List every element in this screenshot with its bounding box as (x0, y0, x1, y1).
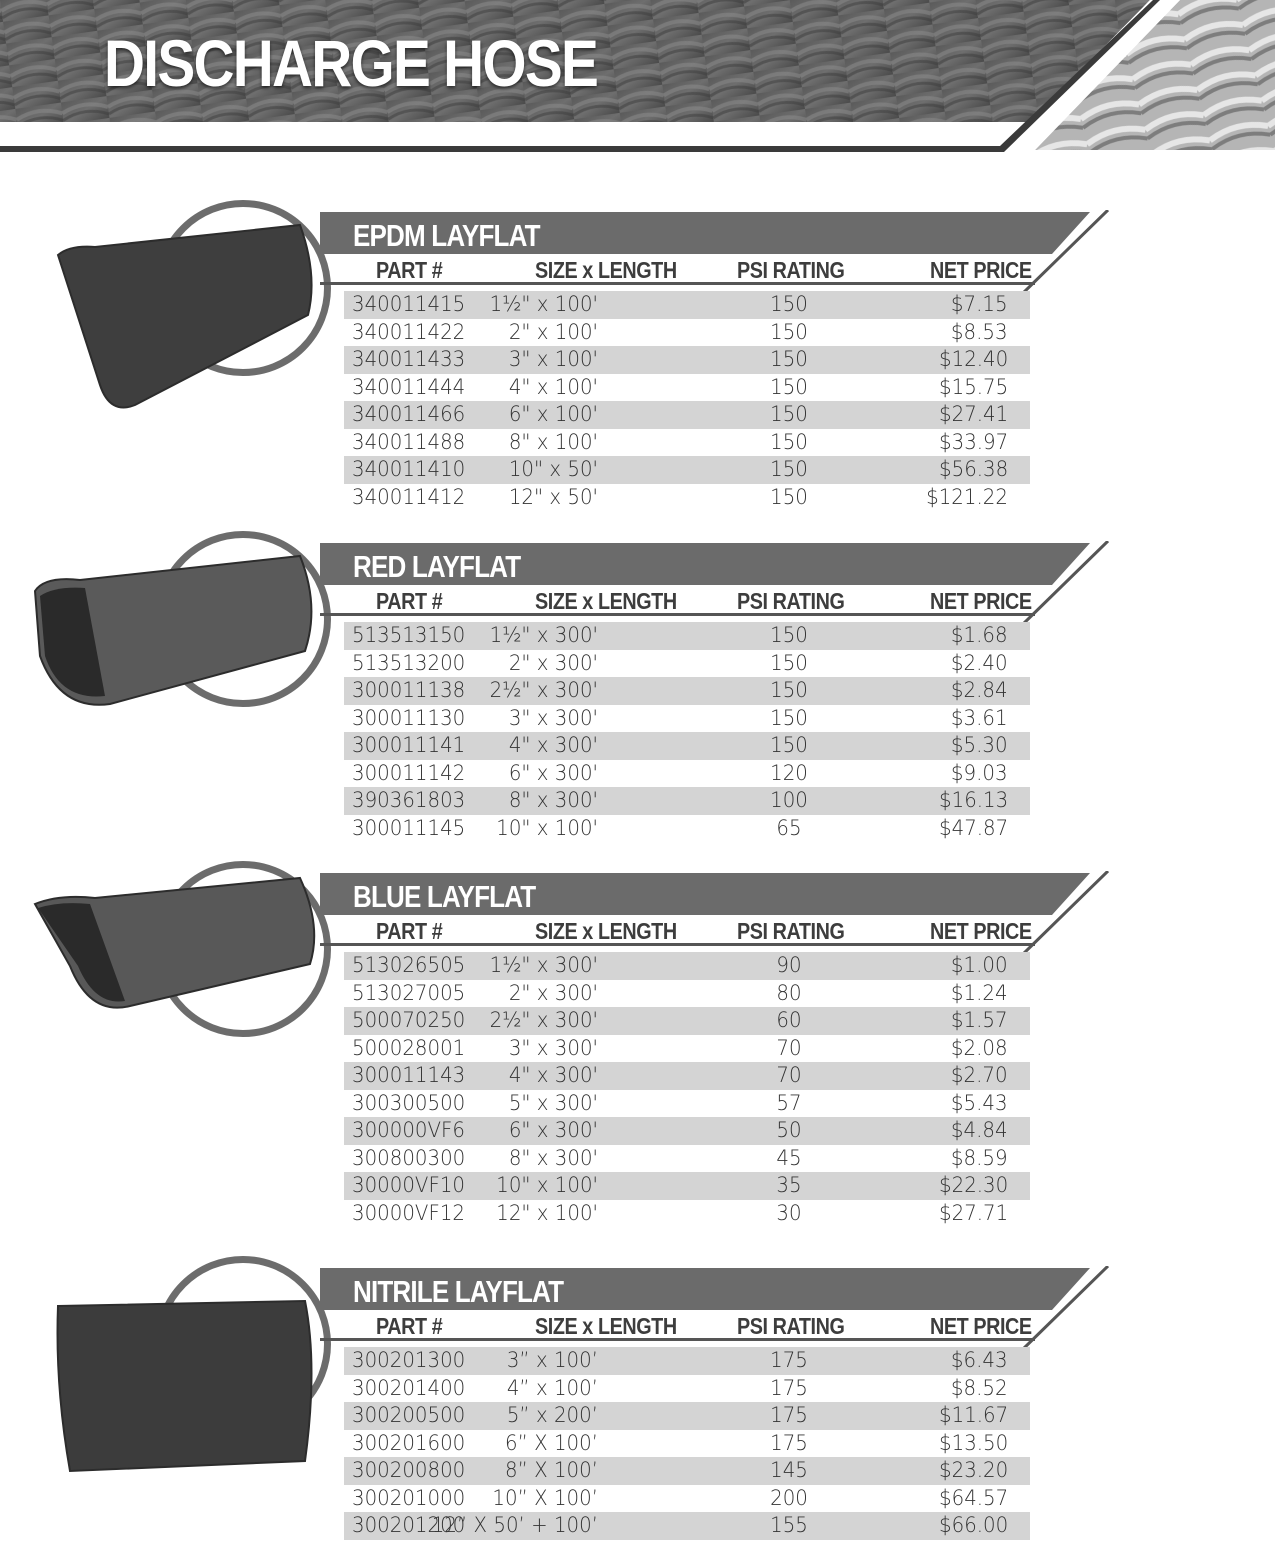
size-length: 3" x 300' (508, 705, 599, 731)
net-price: $2.08 (951, 1035, 1008, 1061)
psi-rating: 150 (770, 402, 808, 427)
net-price: $22.30 (938, 1173, 1008, 1198)
part-number: 300201200 (352, 1513, 466, 1538)
section-title: RED LAYFLAT (353, 549, 521, 584)
net-price: $1.57 (951, 1008, 1008, 1033)
size-length: 3" x 100' (508, 347, 599, 372)
part-number: 500028001 (352, 1035, 466, 1061)
table-row (344, 1007, 1030, 1035)
column-header-price: NET PRICE (930, 588, 1032, 614)
size-length: 12" x 50' (508, 484, 599, 510)
net-price: $11.67 (938, 1403, 1008, 1428)
net-price: $15.75 (938, 374, 1008, 400)
psi-rating: 120 (770, 760, 808, 786)
section-title: EPDM LAYFLAT (353, 218, 540, 253)
psi-rating: 35 (776, 1173, 802, 1198)
section-title: NITRILE LAYFLAT (353, 1274, 564, 1309)
size-length: 8” X 100’ (504, 1458, 598, 1483)
psi-rating: 150 (770, 292, 808, 317)
table-row (344, 622, 1030, 650)
table-row (344, 401, 1030, 429)
table-row (344, 429, 1030, 457)
net-price: $2.40 (951, 650, 1008, 676)
nitrile-hose-image (0, 1256, 330, 1486)
part-number: 340011422 (352, 319, 466, 345)
table-row (344, 1090, 1030, 1118)
size-length: 2" x 300' (508, 650, 599, 676)
table-row (344, 1402, 1030, 1430)
column-header-size: SIZE x LENGTH (535, 588, 677, 614)
psi-rating: 80 (776, 980, 802, 1006)
part-number: 340011488 (352, 429, 466, 455)
size-length: 2½" x 300' (489, 1008, 598, 1033)
epdm-hose-image (0, 205, 330, 435)
table-row (344, 1062, 1030, 1090)
table-row (344, 1430, 1030, 1458)
red-hose-image (0, 536, 330, 766)
table-row (344, 677, 1030, 705)
net-price: $12.40 (938, 347, 1008, 372)
price-table (344, 622, 1030, 842)
table-row (344, 319, 1030, 347)
net-price: $27.41 (938, 402, 1008, 427)
net-price: $23.20 (938, 1458, 1008, 1483)
part-number: 300200500 (352, 1403, 466, 1428)
net-price: $66.00 (938, 1513, 1008, 1538)
size-length: 4" x 300' (508, 1063, 599, 1088)
net-price: $8.52 (951, 1375, 1008, 1401)
net-price: $5.43 (951, 1090, 1008, 1116)
psi-rating: 150 (770, 678, 808, 703)
part-number: 513027005 (352, 980, 466, 1006)
column-header-part: PART # (376, 918, 443, 944)
header-banner (0, 0, 1275, 160)
table-row (344, 346, 1030, 374)
psi-rating: 150 (770, 484, 808, 510)
part-number: 300201000 (352, 1485, 466, 1511)
size-length: 6" x 300' (508, 1118, 599, 1143)
net-price: $3.61 (951, 705, 1008, 731)
psi-rating: 30 (776, 1200, 802, 1226)
part-number: 300300500 (352, 1090, 466, 1116)
section-nitrile (0, 1266, 1275, 1549)
net-price: $9.03 (951, 760, 1008, 786)
column-header-size: SIZE x LENGTH (535, 1313, 677, 1339)
net-price: $1.68 (951, 623, 1008, 648)
part-number: 513513150 (352, 623, 466, 648)
size-length: 2" x 100' (508, 319, 599, 345)
part-number: 300800300 (352, 1145, 466, 1171)
psi-rating: 150 (770, 374, 808, 400)
size-length: 8" x 100' (508, 429, 599, 455)
part-number: 300201300 (352, 1348, 466, 1373)
psi-rating: 45 (776, 1145, 802, 1171)
part-number: 300200800 (352, 1458, 466, 1483)
psi-rating: 70 (776, 1035, 802, 1061)
net-price: $6.43 (951, 1348, 1008, 1373)
column-header-size: SIZE x LENGTH (535, 257, 677, 283)
net-price: $8.53 (951, 319, 1008, 345)
column-headers (320, 586, 1035, 616)
table-row (344, 952, 1030, 980)
column-headers (320, 1311, 1035, 1341)
section-blue (0, 871, 1275, 1236)
size-length: 6" x 300' (508, 760, 599, 786)
net-price: $56.38 (938, 457, 1008, 482)
psi-rating: 175 (770, 1375, 808, 1401)
part-number: 513513200 (352, 650, 466, 676)
table-row (344, 374, 1030, 402)
net-price: $2.84 (951, 678, 1008, 703)
size-length: 12" x 100' (496, 1200, 598, 1226)
size-length: 3” x 100’ (506, 1348, 598, 1373)
size-length: 4" x 100' (508, 374, 599, 400)
column-header-price: NET PRICE (930, 257, 1032, 283)
size-length: 2" x 300' (508, 980, 599, 1006)
net-price: $121.22 (926, 484, 1008, 510)
psi-rating: 150 (770, 319, 808, 345)
size-length: 8" x 300' (508, 1145, 599, 1171)
part-number: 500070250 (352, 1008, 466, 1033)
page-title: DISCHARGE HOSE (104, 26, 598, 100)
column-header-psi: PSI RATING (737, 1313, 845, 1339)
column-header-psi: PSI RATING (737, 588, 845, 614)
price-table (344, 1347, 1030, 1540)
column-header-part: PART # (376, 1313, 443, 1339)
part-number: 340011410 (352, 457, 466, 482)
table-row (344, 760, 1030, 788)
part-number: 300011145 (352, 815, 466, 841)
psi-rating: 175 (770, 1430, 808, 1456)
table-row (344, 1200, 1030, 1228)
section-red (0, 541, 1275, 851)
table-row (344, 291, 1030, 319)
table-row (344, 1035, 1030, 1063)
column-headers (320, 255, 1035, 285)
psi-rating: 150 (770, 650, 808, 676)
part-number: 340011444 (352, 374, 466, 400)
size-length: 10" x 100' (496, 1173, 598, 1198)
table-row (344, 732, 1030, 760)
net-price: $27.71 (938, 1200, 1008, 1226)
part-number: 340011412 (352, 484, 466, 510)
psi-rating: 100 (770, 788, 808, 813)
part-number: 300011141 (352, 733, 466, 758)
size-length: 6” X 100’ (504, 1430, 598, 1456)
part-number: 300000VF6 (352, 1118, 466, 1143)
part-number: 300201600 (352, 1430, 466, 1456)
size-length: 1½" x 300' (489, 953, 598, 978)
psi-rating: 60 (776, 1008, 802, 1033)
psi-rating: 90 (776, 953, 802, 978)
column-header-psi: PSI RATING (737, 918, 845, 944)
column-headers (320, 916, 1035, 946)
net-price: $2.70 (951, 1063, 1008, 1088)
psi-rating: 150 (770, 457, 808, 482)
psi-rating: 150 (770, 623, 808, 648)
size-length: 10” X 100’ (492, 1485, 599, 1511)
psi-rating: 155 (770, 1513, 808, 1538)
psi-rating: 50 (776, 1118, 802, 1143)
part-number: 300011143 (352, 1063, 466, 1088)
psi-rating: 150 (770, 347, 808, 372)
section-title: BLUE LAYFLAT (353, 879, 536, 914)
part-number: 300011138 (352, 678, 466, 703)
table-row (344, 650, 1030, 678)
table-row (344, 980, 1030, 1008)
net-price: $64.57 (938, 1485, 1008, 1511)
column-header-psi: PSI RATING (737, 257, 845, 283)
column-header-part: PART # (376, 588, 443, 614)
net-price: $5.30 (951, 733, 1008, 758)
psi-rating: 65 (776, 815, 802, 841)
size-length: 1½" x 100' (489, 292, 598, 317)
net-price: $8.59 (951, 1145, 1008, 1171)
net-price: $7.15 (951, 292, 1008, 317)
net-price: $1.00 (951, 953, 1008, 978)
psi-rating: 175 (770, 1403, 808, 1428)
psi-rating: 200 (770, 1485, 808, 1511)
size-length: 10" x 50' (508, 457, 599, 482)
column-header-part: PART # (376, 257, 443, 283)
part-number: 300011130 (352, 705, 466, 731)
size-length: 12” X 50’ + 100’ (431, 1513, 599, 1538)
price-table (344, 952, 1030, 1227)
part-number: 30000VF10 (352, 1173, 466, 1198)
column-header-price: NET PRICE (930, 1313, 1032, 1339)
psi-rating: 150 (770, 705, 808, 731)
size-length: 5” x 200’ (506, 1403, 598, 1428)
table-row (344, 705, 1030, 733)
part-number: 300011142 (352, 760, 466, 786)
size-length: 1½" x 300' (489, 623, 598, 648)
psi-rating: 145 (770, 1458, 808, 1483)
table-row (344, 1457, 1030, 1485)
net-price: $33.97 (938, 429, 1008, 455)
part-number: 340011415 (352, 292, 466, 317)
part-number: 300201400 (352, 1375, 466, 1401)
psi-rating: 70 (776, 1063, 802, 1088)
size-length: 3" x 300' (508, 1035, 599, 1061)
psi-rating: 150 (770, 733, 808, 758)
table-row (344, 1485, 1030, 1513)
size-length: 5" x 300' (508, 1090, 599, 1116)
net-price: $4.84 (951, 1118, 1008, 1143)
price-table (344, 291, 1030, 511)
size-length: 4” x 100’ (506, 1375, 598, 1401)
table-row (344, 1347, 1030, 1375)
size-length: 6" x 100' (508, 402, 599, 427)
table-row (344, 1145, 1030, 1173)
part-number: 340011433 (352, 347, 466, 372)
size-length: 8" x 300' (508, 788, 599, 813)
part-number: 390361803 (352, 788, 466, 813)
table-row (344, 456, 1030, 484)
section-epdm (0, 210, 1275, 520)
size-length: 2½" x 300' (489, 678, 598, 703)
column-header-price: NET PRICE (930, 918, 1032, 944)
table-row (344, 787, 1030, 815)
column-header-size: SIZE x LENGTH (535, 918, 677, 944)
table-row (344, 1117, 1030, 1145)
size-length: 4" x 300' (508, 733, 599, 758)
psi-rating: 57 (776, 1090, 802, 1116)
part-number: 513026505 (352, 953, 466, 978)
size-length: 10" x 100' (496, 815, 598, 841)
part-number: 30000VF12 (352, 1200, 466, 1226)
table-row (344, 815, 1030, 843)
blue-hose-image (0, 866, 330, 1096)
net-price: $13.50 (938, 1430, 1008, 1456)
net-price: $47.87 (938, 815, 1008, 841)
table-row (344, 484, 1030, 512)
table-row (344, 1172, 1030, 1200)
psi-rating: 175 (770, 1348, 808, 1373)
psi-rating: 150 (770, 429, 808, 455)
net-price: $16.13 (938, 788, 1008, 813)
table-row (344, 1375, 1030, 1403)
part-number: 340011466 (352, 402, 466, 427)
net-price: $1.24 (951, 980, 1008, 1006)
table-row (344, 1512, 1030, 1540)
